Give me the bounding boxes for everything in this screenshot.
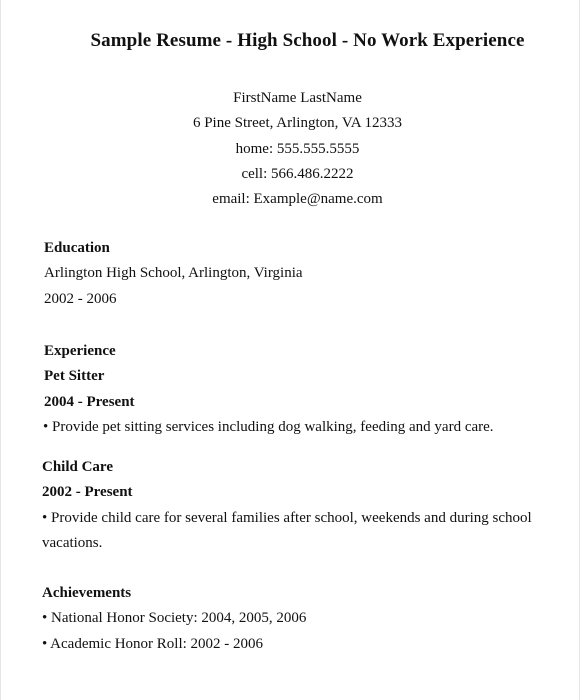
contact-email: email: Example@name.com bbox=[212, 191, 383, 208]
education-section bbox=[44, 236, 580, 312]
experience-heading: Experience bbox=[44, 343, 116, 359]
contact-block bbox=[1, 86, 579, 212]
achievements-section bbox=[42, 581, 580, 657]
contact-home-phone: home: 555.555.5555 bbox=[235, 140, 360, 157]
education-years: 2002 - 2006 bbox=[44, 290, 117, 307]
experience-job-child-care bbox=[42, 455, 580, 556]
achievement-item: • Academic Honor Roll: 2002 - 2006 bbox=[42, 635, 264, 652]
job-bullet: • Provide pet sitting services including dog walking, feeding and yard care. bbox=[43, 418, 494, 435]
achievement-item: • National Honor Society: 2004, 2005, 2006 bbox=[42, 610, 307, 627]
achievements-heading: Achievements bbox=[42, 585, 132, 601]
job-title: Pet Sitter bbox=[44, 368, 105, 385]
job-title: Child Care bbox=[42, 459, 113, 475]
education-school: Arlington High School, Arlington, Virginia bbox=[44, 265, 303, 282]
document-title: Sample Resume - High School - No Work Experience bbox=[90, 30, 525, 51]
contact-address: 6 Pine Street, Arlington, VA 12333 bbox=[192, 115, 403, 132]
contact-cell-phone: cell: 566.486.2222 bbox=[241, 165, 354, 182]
job-dates: 2004 - Present bbox=[44, 393, 135, 410]
experience-section bbox=[44, 339, 580, 440]
contact-name: FirstName LastName bbox=[233, 90, 362, 106]
job-dates: 2002 - Present bbox=[42, 484, 133, 501]
job-bullet: • Provide child care for several families after school, weekends and during school vacations. bbox=[42, 509, 532, 551]
education-heading: Education bbox=[44, 240, 110, 256]
